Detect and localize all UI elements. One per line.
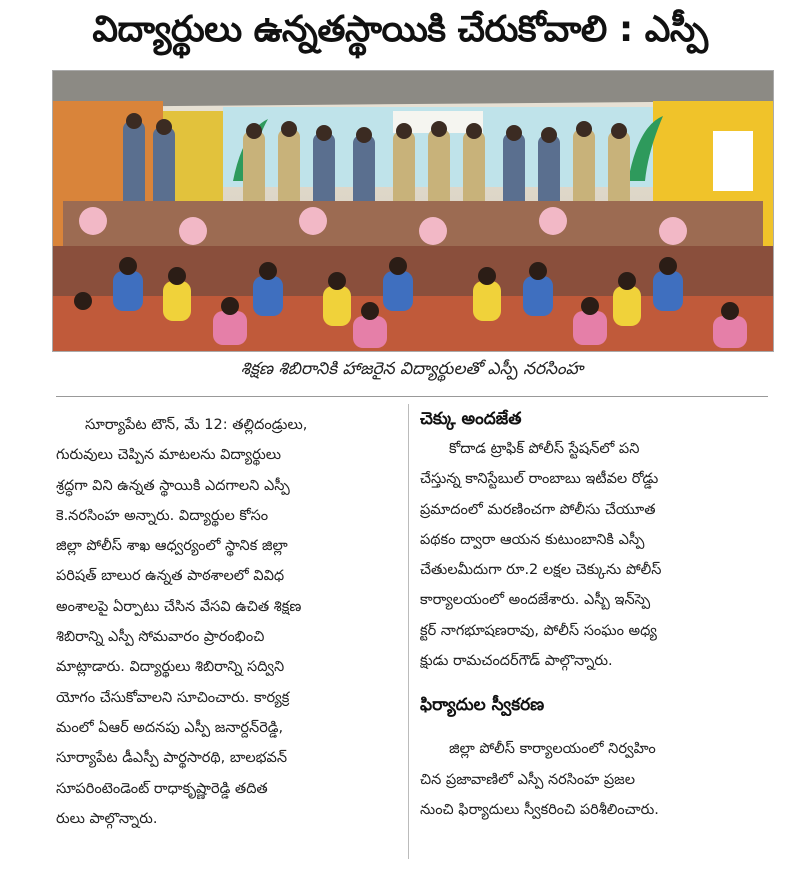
side-line: కార్యాలయంలో అందజేశారు. ఎస్బీ ఇన్‌స్పె <box>420 592 651 609</box>
caption-divider <box>56 396 768 397</box>
side-story-title: చెక్కు అందజేత <box>420 409 522 429</box>
spacer <box>420 676 772 690</box>
side-line: జిల్లా పోలీస్‌ కార్యాలయంలో నిర్వహిం <box>449 741 656 758</box>
body-line: కె.నరసింహ అన్నారు. విద్యార్థుల కోసం <box>56 507 269 524</box>
body-line: మంలో ఏఆర్‌ అదనపు ఎస్పీ జనార్దన్‌రెడ్డి, <box>56 719 284 736</box>
body-line: అంశాలపై ఏర్పాటు చేసిన వేసవి ఉచిత శిక్షణ <box>56 598 302 615</box>
body-line: శ్రద్ధగా విని ఉన్నత స్థాయికి ఎదగాలని ఎస్పీ <box>56 477 290 494</box>
body-line: యోగం చేసుకోవాలని సూచించారు. కార్యక్ర <box>56 689 290 706</box>
body-line: సూర్యాపేట టౌన్‌, మే 12: తల్లిదండ్రులు, <box>85 417 308 433</box>
news-photo <box>52 70 774 352</box>
side-line: పథకం ద్వారా ఆయన కుటుంబానికి ఎస్పీ <box>420 531 645 548</box>
body-line: పరిషత్‌ బాలుర ఉన్నత పాఠశాలలో వివిధ <box>56 568 285 585</box>
column-divider <box>408 404 409 859</box>
body-line: గురువులు చెప్పిన మాటలను విద్యార్థులు <box>56 447 282 464</box>
side-story-title: ఫిర్యాదుల స్వీకరణ <box>420 695 545 716</box>
body-line: శిబిరాన్ని ఎస్పీ సోమవారం ప్రారంభించి <box>56 629 265 646</box>
headline: విద్యార్థులు ఉన్నతస్థాయికి చేరుకోవాలి : ఎస్పీ <box>92 9 708 50</box>
side-line: చేస్తున్న కానిస్టేబుల్‌ రాంబాబు ఇటీవల రోడ్డు <box>420 471 659 488</box>
body-line: సూపరింటెండెంట్‌ రాధాకృష్ణారెడ్డి తదిత <box>56 780 268 797</box>
spacer <box>420 720 772 734</box>
side-line: చేతులమీదుగా రూ.2 లక్షల చెక్కును పోలీస్‌ <box>420 562 662 579</box>
side-line: ప్రమాదంలో మరణించగా పోలీసు చేయూత <box>420 501 656 518</box>
side-line: క్టర్‌ నాగభూషణరావు, పోలీస్‌ సంఘం అధ్య <box>420 622 657 639</box>
side-column <box>420 404 772 825</box>
main-story-body <box>56 410 396 834</box>
side-line: క్షుడు రామచందర్‌గౌడ్‌ పాల్గొన్నారు. <box>420 653 613 670</box>
body-line: జిల్లా పోలీస్‌ శాఖ ఆధ్వర్యంలో స్థానిక జిల్లా <box>56 538 288 555</box>
side-line: చిన ప్రజావాణిలో ఎస్పీ నరసింహ ప్రజల <box>420 771 636 788</box>
body-line: రులు పాల్గొన్నారు. <box>56 810 158 827</box>
body-line: మాట్లాడారు. విద్యార్థులు శిబిరాన్ని సద్విని <box>56 659 285 676</box>
side-line: నుంచి ఫిర్యాదులు స్వీకరించి పరిశీలించారు. <box>420 801 659 818</box>
side-line: కోదాడ ట్రాఫిక్‌ పోలీస్‌ స్టేషన్‌లో పని <box>449 441 640 457</box>
main-story-column <box>56 410 396 834</box>
body-line: సూర్యాపేట డీఎస్పీ పార్థసారథి, బాలభవన్‌ <box>56 750 288 767</box>
photo-caption: శిక్షణ శిబిరానికి హాజరైన విద్యార్థులతో ఎస్పీ నరసింహ <box>240 359 584 379</box>
side-story-body <box>420 434 772 676</box>
side-story-body <box>420 734 772 825</box>
